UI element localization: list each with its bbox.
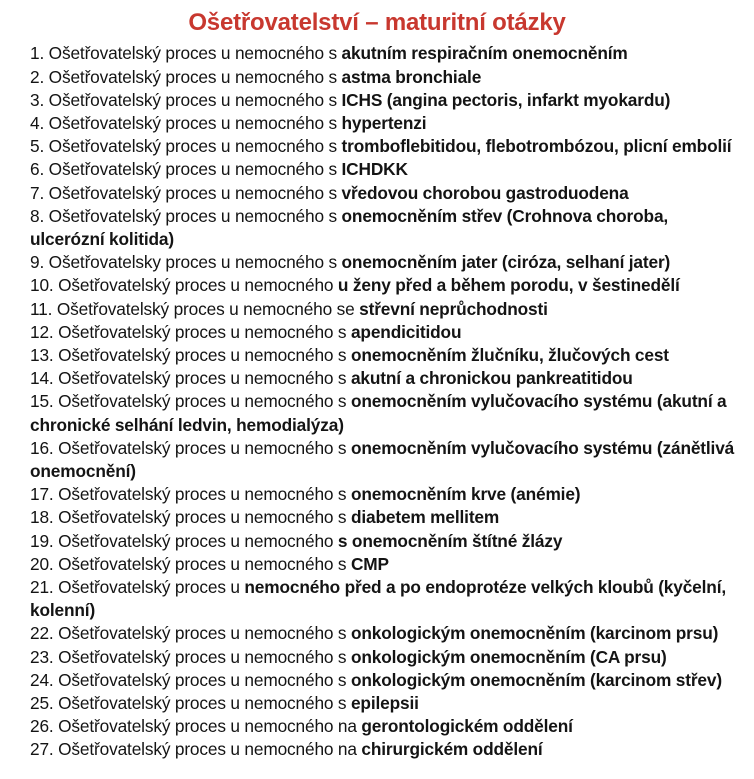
list-item-lead-text: Ošetřovatelský proces u nemocného s — [44, 205, 342, 226]
list-item — [30, 158, 746, 181]
list-item-lead-text: Ošetřovatelský proces u nemocného s — [53, 669, 351, 690]
list-item-number: 9. — [30, 252, 45, 273]
list-item — [30, 692, 746, 715]
list-item-lead-text: Ošetřovatelský proces u nemocného s — [53, 484, 351, 505]
list-item-lead-text: Ošetřovatelský proces u nemocného s — [53, 507, 351, 528]
list-item-number: 5. — [30, 136, 45, 157]
list-item-lead-text: Ošetřovatelský proces u nemocného — [53, 275, 338, 296]
list-item — [30, 483, 746, 506]
list-item-topic: apendicitidou — [350, 321, 462, 342]
list-item-lead-text: Ošetřovatelský proces u nemocného — [53, 530, 338, 551]
list-item-topic: gerontologickém oddělení — [361, 716, 573, 737]
list-item-number: 11. — [30, 298, 53, 319]
list-item-lead-text: Ošetřovatelský proces u nemocného s — [53, 437, 351, 458]
list-item-topic: ICHDKK — [341, 159, 408, 180]
list-item — [30, 274, 746, 297]
list-item-topic: epilepsii — [350, 693, 419, 714]
list-item-number: 17. — [30, 484, 54, 505]
list-item-number: 10. — [30, 275, 54, 296]
list-item-number: 14. — [30, 368, 54, 389]
page-title: Ošetřovatelství – maturitní otázky — [188, 9, 566, 36]
list-item-topic: onemocněním střev (Crohnova choroba, ulcerózní kolitida) — [30, 205, 669, 250]
list-item-number: 20. — [30, 553, 54, 574]
list-item — [30, 251, 746, 274]
list-item-topic: astma bronchiale — [341, 66, 482, 87]
list-item-topic: akutní a chronickou pankreatitidou — [350, 368, 633, 389]
list-item-number: 1. — [30, 43, 45, 64]
list-item — [30, 646, 746, 669]
list-item-topic: hypertenzi — [341, 113, 427, 133]
list-item-number: 3. — [30, 89, 45, 110]
list-item-number: 21. — [30, 577, 54, 598]
list-item — [30, 205, 746, 251]
list-item — [30, 182, 746, 205]
list-item — [30, 321, 746, 344]
list-item — [30, 530, 746, 553]
list-item-number: 22. — [30, 623, 54, 644]
list-item-lead-text: Ošetřovatelský proces u nemocného s — [44, 89, 342, 110]
list-item-number: 16. — [30, 437, 54, 458]
list-item — [30, 42, 746, 65]
list-item-lead-text: Ošetřovatelský proces u nemocného se — [52, 298, 360, 319]
list-item — [30, 715, 746, 738]
list-item-number: 4. — [30, 113, 45, 133]
list-item — [30, 344, 746, 367]
list-item-topic: chirurgickém oddělení — [361, 739, 543, 760]
list-item-lead-text: Ošetřovatelský proces u nemocného s — [53, 368, 351, 389]
list-item-topic: vředovou chorobou gastroduodena — [341, 182, 629, 203]
list-item-topic: u ženy před a během porodu, v šestinedělí — [337, 275, 680, 296]
list-item-number: 7. — [30, 182, 45, 203]
list-item-number: 18. — [30, 507, 54, 528]
list-item — [30, 298, 746, 321]
list-item-lead-text: Ošetřovatelský proces u nemocného s — [53, 345, 351, 366]
list-item — [30, 506, 746, 529]
list-item-number: 24. — [30, 669, 54, 690]
list-item-number: 6. — [30, 159, 45, 180]
list-item — [30, 66, 746, 89]
list-item-lead-text: Ošetřovatelský proces u nemocného na — [53, 739, 362, 760]
list-item-topic: akutním respiračním onemocněním — [341, 43, 628, 64]
list-item-number: 27. — [30, 739, 54, 760]
list-item-number: 2. — [30, 66, 45, 87]
list-item-number: 13. — [30, 345, 54, 366]
list-item-topic: onemocněním jater (ciróza, selhaní jater) — [341, 252, 671, 273]
list-item — [30, 112, 746, 135]
list-item — [30, 367, 746, 390]
list-item-number: 23. — [30, 646, 54, 667]
list-item-number: 26. — [30, 716, 54, 737]
list-item-topic: onemocněním žlučníku, žlučových cest — [350, 345, 669, 366]
list-item-number: 25. — [30, 693, 54, 714]
list-item-topic: onkologickým onemocněním (karcinom střev) — [350, 669, 722, 690]
list-item-lead-text: Ošetřovatelský proces u nemocného s — [53, 693, 351, 714]
list-item — [30, 553, 746, 576]
list-item-lead-text: Ošetřovatelský proces u nemocného s — [44, 136, 342, 157]
list-item — [30, 135, 746, 158]
list-item-lead-text: Ošetřovatelský proces u nemocného s — [53, 391, 351, 412]
list-item — [30, 738, 746, 761]
list-item-topic: onemocněním krve (anémie) — [350, 484, 581, 505]
list-item-number: 8. — [30, 205, 45, 226]
list-item-lead-text: Ošetřovatelský proces u nemocného s — [53, 646, 351, 667]
list-item — [30, 576, 746, 622]
list-item-lead-text: Ošetřovatelský proces u nemocného s — [53, 623, 351, 644]
list-item-topic: CMP — [350, 553, 389, 574]
list-item — [30, 622, 746, 645]
list-item-topic: onkologickým onemocněním (CA prsu) — [350, 646, 667, 667]
list-item-topic: onkologickým onemocněním (karcinom prsu) — [350, 623, 719, 644]
list-item-lead-text: Ošetřovatelský proces u nemocného s — [53, 321, 351, 342]
list-item-lead-text: Ošetřovatelsky proces u nemocného s — [44, 252, 342, 273]
list-item-topic: diabetem mellitem — [350, 507, 500, 528]
list-item — [30, 437, 746, 483]
list-item-number: 12. — [30, 321, 54, 342]
list-item-topic: střevní neprůchodnosti — [359, 298, 548, 319]
list-item-lead-text: Ošetřovatelský proces u — [53, 577, 245, 598]
list-item-topic: tromboflebitidou, flebotrombózou, plicní embolií — [341, 136, 732, 157]
list-item-number: 15. — [30, 391, 54, 412]
list-item-lead-text: Ošetřovatelský proces u nemocného s — [44, 43, 342, 64]
list-item-number: 19. — [30, 530, 54, 551]
list-item-lead-text: Ošetřovatelský proces u nemocného s — [44, 66, 342, 87]
list-item-lead-text: Ošetřovatelský proces u nemocného s — [44, 182, 342, 203]
list-item — [30, 89, 746, 112]
list-item — [30, 390, 746, 436]
question-list — [0, 42, 754, 761]
list-item-lead-text: Ošetřovatelský proces u nemocného s — [44, 159, 342, 180]
list-item-topic: s onemocněním štítné žlázy — [337, 530, 563, 551]
list-item-topic: onemocněním vylučovacího systému (zánětlivá onemocnění) — [30, 437, 735, 482]
list-item-topic: ICHS (angina pectoris, infarkt myokardu) — [341, 89, 671, 110]
list-item-lead-text: Ošetřovatelský proces u nemocného na — [53, 716, 362, 737]
list-item-topic: nemocného před a po endoprotéze velkých kloubů (kyčelní, kolenní) — [30, 577, 727, 621]
list-item-lead-text: Ošetřovatelský proces u nemocného s — [53, 553, 351, 574]
list-item-lead-text: Ošetřovatelský proces u nemocného s — [44, 113, 342, 133]
list-item-topic: onemocněním vylučovacího systému (akutní a chronické selhání ledvin, hemodialýza) — [30, 391, 727, 435]
list-item — [30, 669, 746, 692]
